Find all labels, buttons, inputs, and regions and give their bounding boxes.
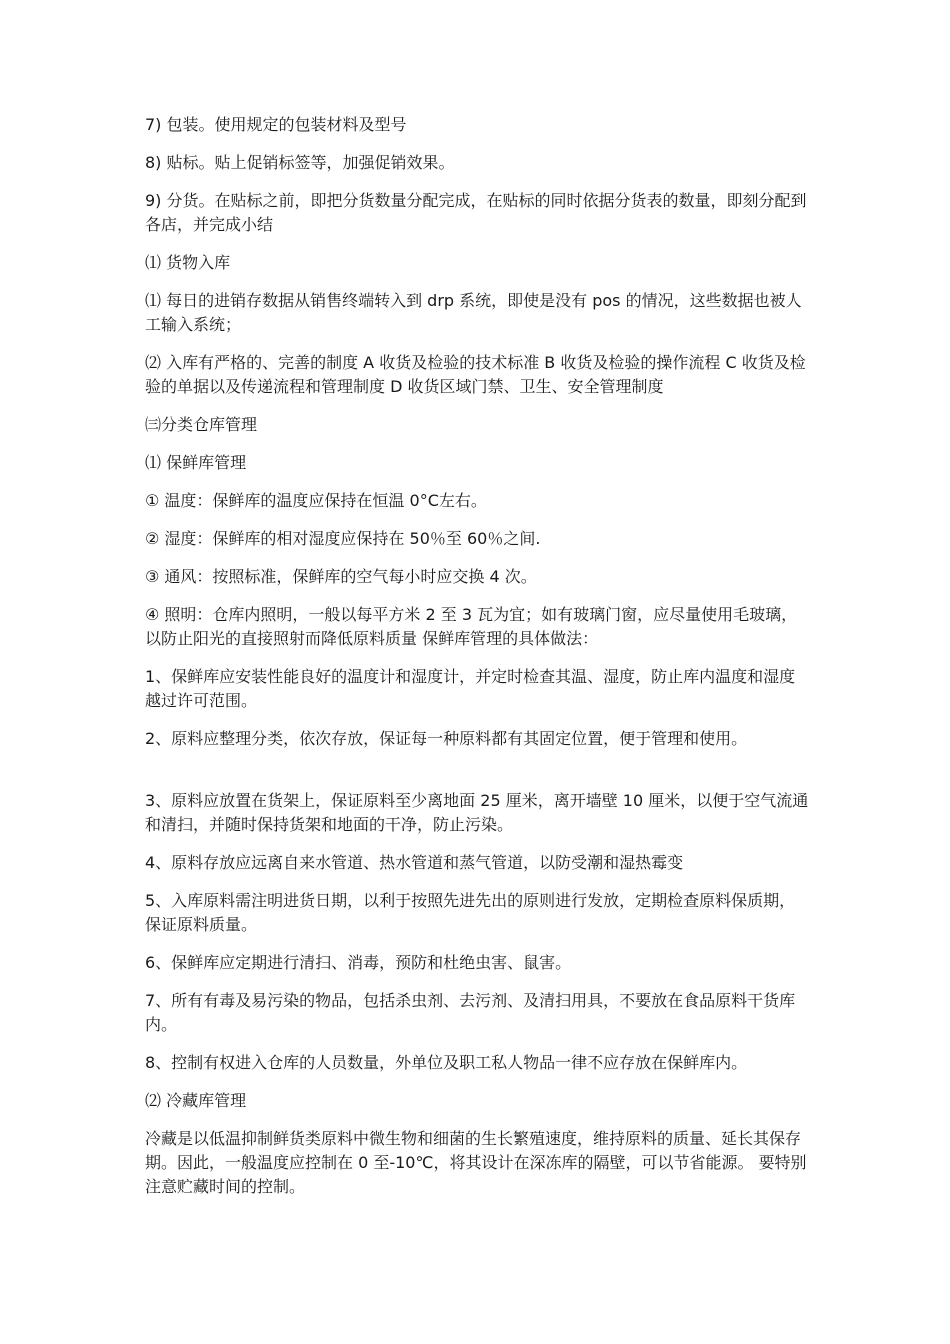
practice-6: 6、保鲜库应定期进行清扫、消毒，预防和杜绝虫害、鼠害。 bbox=[145, 953, 572, 972]
practice-2: 2、原料应整理分类，依次存放，保证每一种原料都有其固定位置，便于管理和使用。 bbox=[145, 729, 748, 748]
fresh-ventilation: ③ 通风：按照标准，保鲜库的空气每小时应交换 4 次。 bbox=[145, 567, 537, 586]
heading-fresh-storage: ⑴ 保鲜库管理 bbox=[145, 453, 247, 472]
item-packaging: 7) 包装。使用规定的包装材料及型号 bbox=[145, 115, 407, 134]
fresh-temperature: ① 温度：保鲜库的温度应保持在恒温 0°C左右。 bbox=[145, 491, 487, 510]
practice-5: 5、入库原料需注明进货日期，以利于按照先进先出的原则进行发放，定期检查原料保质期，保证原料质量。 bbox=[145, 891, 796, 934]
fresh-lighting: ④ 照明：仓库内照明，一般以每平方米 2 至 3 瓦为宜；如有玻璃门窗，应尽量使用毛玻璃，以防止阳光的直接照射而降低原料质量 保鲜库管理的具体做法： bbox=[145, 605, 798, 648]
fresh-humidity: ② 湿度：保鲜库的相对湿度应保持在 50％至 60％之间. bbox=[145, 529, 541, 548]
heading-goods-receiving: ⑴ 货物入库 bbox=[145, 253, 231, 272]
practice-3: 3、原料应放置在货架上，保证原料至少离地面 25 厘米，离开墙壁 10 厘米，以便于空气流通和清扫，并随时保持货架和地面的干净，防止污染。 bbox=[145, 791, 809, 834]
item-labeling: 8) 贴标。贴上促销标签等，加强促销效果。 bbox=[145, 153, 455, 172]
practice-4: 4、原料存放应远离自来水管道、热水管道和蒸气管道，以防受潮和湿热霉变 bbox=[145, 853, 684, 872]
practice-8: 8、控制有权进入仓库的人员数量，外单位及职工私人物品一律不应存放在保鲜库内。 bbox=[145, 1053, 748, 1072]
practice-1: 1、保鲜库应安装性能良好的温度计和湿度计，并定时检查其温、湿度，防止库内温度和湿度越过许可范围。 bbox=[145, 667, 796, 710]
cold-storage-description: 冷藏是以低温抑制鲜货类原料中微生物和细菌的生长繁殖速度，维持原料的质量、延长其保存期。因此，一般温度应控制在 0 至-10℃，将其设计在深冻库的隔壁，可以节省能源。 要特别注意贮藏时间的控制。 bbox=[145, 1129, 807, 1196]
document-body bbox=[145, 113, 810, 1213]
heading-cold-storage: ⑵ 冷藏库管理 bbox=[145, 1091, 247, 1110]
heading-warehouse-management: ㈢分类仓库管理 bbox=[145, 415, 258, 434]
receiving-point-1: ⑴ 每日的进销存数据从销售终端转入到 drp 系统，即使是没有 pos 的情况，这些数据也被人工输入系统； bbox=[145, 291, 802, 334]
receiving-point-2: ⑵ 入库有严格的、完善的制度 A 收货及检验的技术标准 B 收货及检验的操作流程 C 收货及检验的单据以及传递流程和管理制度 D 收货区域门禁、卫生、安全管理制度 bbox=[145, 353, 806, 396]
practice-7: 7、所有有毒及易污染的物品，包括杀虫剂、去污剂、及清扫用具，不要放在食品原料干货库内。 bbox=[145, 991, 796, 1034]
item-distribution: 9) 分货。在贴标之前，即把分货数量分配完成，在贴标的同时依据分货表的数量，即刻分配到各店，并完成小结 bbox=[145, 191, 807, 234]
